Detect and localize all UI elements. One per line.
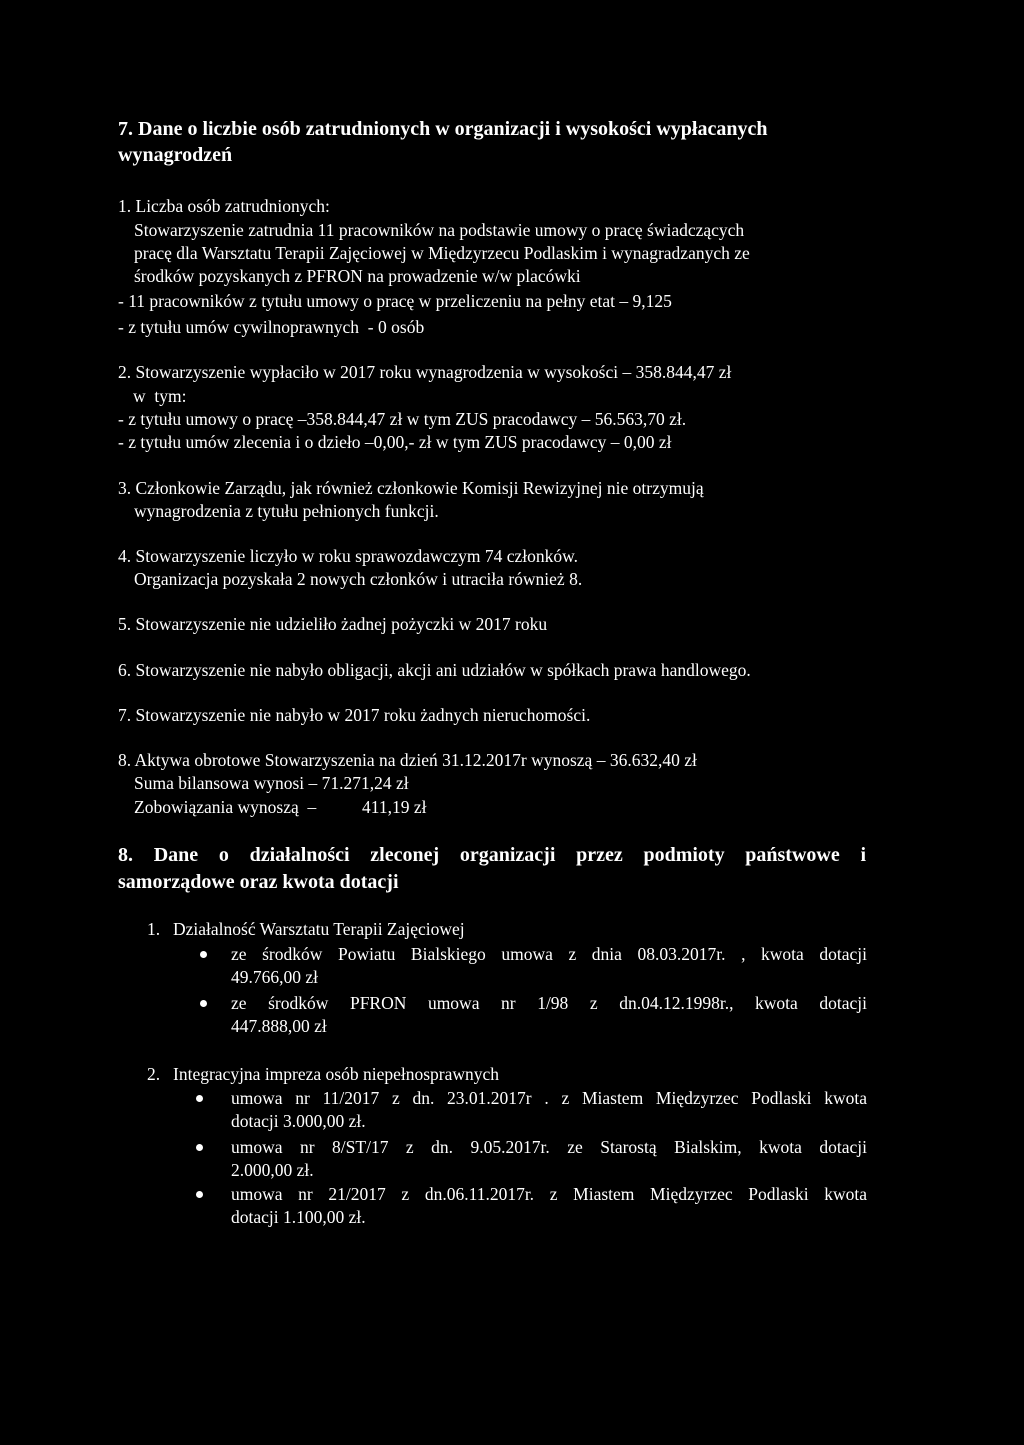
grant-bialski-line: ze środków Powiatu Bialskiego umowa z dnia 08.03.2017r. , kwota dotacji <box>231 944 867 964</box>
bullet-icon <box>196 1144 203 1151</box>
section7-heading-line1: 7. Dane o liczbie osób zatrudnionych w organizacji i wysokości wypłacanych <box>118 118 768 140</box>
workshop-item-number: 1. <box>147 919 161 939</box>
members-count-line: 4. Stowarzyszenie liczyło w roku sprawozdawczym 74 członków. <box>118 546 579 566</box>
contract-11-2017-line: umowa nr 11/2017 z dn. 23.01.2017r . z Miastem Międzyrzec Podlaski kwota <box>231 1088 867 1108</box>
bullet-icon <box>200 1000 207 1007</box>
salaries-commission-contract-line: - z tytułu umów zlecenia i o dzieło –0,00,- zł w tym ZUS pracodawcy – 0,00 zł <box>118 432 672 452</box>
loans-statement: 5. Stowarzyszenie nie udzieliło żadnej pożyczki w 2017 roku <box>118 614 548 634</box>
integration-event-title: Integracyjna impreza osób niepełnosprawnych <box>173 1064 500 1084</box>
integration-event-item-number: 2. <box>147 1064 161 1084</box>
liabilities-value: 411,19 zł <box>362 797 427 817</box>
employment-count-title: 1. Liczba osób zatrudnionych: <box>118 196 330 216</box>
employment-text-line: Stowarzyszenie zatrudnia 11 pracowników na podstawie umowy o pracę świadczących <box>134 220 745 240</box>
balance-sum-line: Suma bilansowa wynosi – 71.271,24 zł <box>134 773 409 793</box>
salaries-breakdown-label: w tym: <box>133 386 187 406</box>
bullet-icon <box>196 1095 203 1102</box>
contract-21-2017-amount: dotacji 1.100,00 zł. <box>231 1207 366 1227</box>
board-remuneration-line: wynagrodzenia z tytułu pełnionych funkcji. <box>134 501 439 521</box>
bullet-icon <box>200 951 207 958</box>
contract-11-2017-amount: dotacji 3.000,00 zł. <box>231 1111 366 1131</box>
real-estate-statement: 7. Stowarzyszenie nie nabyło w 2017 roku żadnych nieruchomości. <box>118 705 591 725</box>
salaries-employment-contract-line: - z tytułu umowy o pracę –358.844,47 zł w tym ZUS pracodawcy – 56.563,70 zł. <box>118 409 687 429</box>
liabilities-label: Zobowiązania wynoszą – <box>134 797 317 817</box>
members-change-line: Organizacja pozyskała 2 nowych członków i utraciła również 8. <box>134 569 583 589</box>
current-assets-line: 8. Aktywa obrotowe Stowarzyszenia na dzień 31.12.2017r wynoszą – 36.632,40 zł <box>118 750 697 770</box>
employment-civil-contracts-line: - z tytułu umów cywilnoprawnych - 0 osób <box>118 317 425 337</box>
section8-heading-line1: 8. Dane o działalności zleconej organizacji przez podmioty państwowe i <box>118 844 866 866</box>
contract-8-st-17-line: umowa nr 8/ST/17 z dn. 9.05.2017r. ze Starostą Bialskim, kwota dotacji <box>231 1137 867 1157</box>
employment-text-line: pracę dla Warsztatu Terapii Zajęciowej w Międzyrzecu Podlaskim i wynagradzanych ze <box>134 243 750 263</box>
section8-heading-line2: samorządowe oraz kwota dotacji <box>118 871 399 893</box>
contract-21-2017-line: umowa nr 21/2017 z dn.06.11.2017r. z Miastem Międzyrzec Podlaski kwota <box>231 1184 867 1204</box>
workshop-item-title: Działalność Warsztatu Terapii Zajęciowej <box>173 919 465 939</box>
employment-text-line: środków pozyskanych z PFRON na prowadzenie w/w placówki <box>134 266 581 286</box>
grant-pfron-amount: 447.888,00 zł <box>231 1016 327 1036</box>
contract-8-st-17-amount: 2.000,00 zł. <box>231 1160 314 1180</box>
securities-statement: 6. Stowarzyszenie nie nabyło obligacji, akcji ani udziałów w spółkach prawa handlowego. <box>118 660 751 680</box>
grant-bialski-amount: 49.766,00 zł <box>231 967 319 987</box>
salaries-total-line: 2. Stowarzyszenie wypłaciło w 2017 roku wynagrodzenia w wysokości – 358.844,47 zł <box>118 362 732 382</box>
board-remuneration-line: 3. Członkowie Zarządu, jak również członkowie Komisji Rewizyjnej nie otrzymują <box>118 478 704 498</box>
employment-fulltime-line: - 11 pracowników z tytułu umowy o pracę w przeliczeniu na pełny etat – 9,125 <box>118 291 672 311</box>
grant-pfron-line: ze środków PFRON umowa nr 1/98 z dn.04.12.1998r., kwota dotacji <box>231 993 867 1013</box>
bullet-icon <box>196 1191 203 1198</box>
section7-heading-line2: wynagrodzeń <box>118 144 233 166</box>
